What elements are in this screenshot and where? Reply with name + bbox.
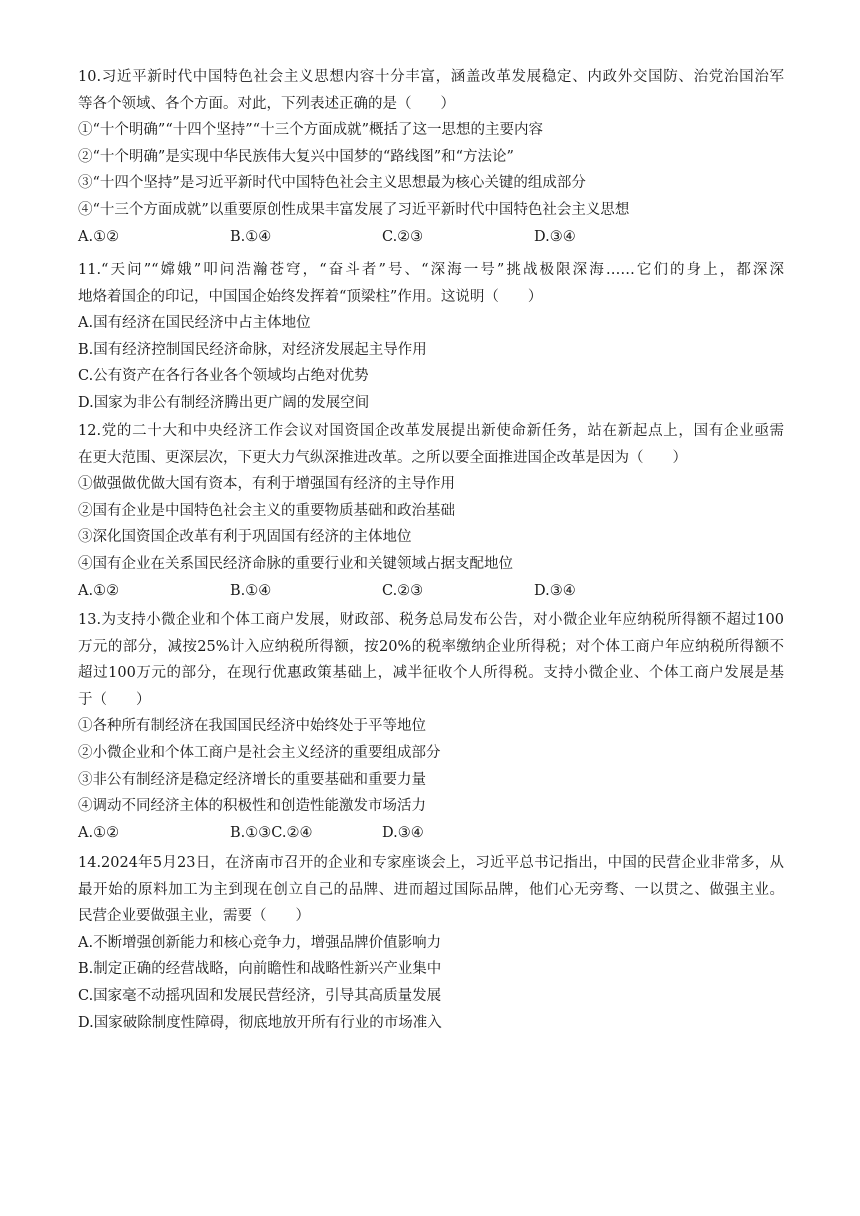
- choice-c: C.公有资产在各行各业各个领域均占绝对优势: [78, 368, 369, 385]
- choice-b: B.制定正确的经营战略，向前瞻性和战略性新兴产业集中: [78, 961, 442, 978]
- option-b: B.①④: [230, 582, 272, 599]
- statement-4: ④调动不同经济主体的积极性和创造性能激发市场活力: [78, 798, 426, 815]
- statement-2: ②国有企业是中国特色社会主义的重要物质基础和政治基础: [78, 502, 455, 519]
- question-stem-line: 在更大范围、更深层次，下更大力气纵深推进改革。之所以要全面推进国企改革是因为（ ）: [78, 449, 687, 466]
- option-c: C.②③: [382, 582, 424, 599]
- option-d: D.③④: [382, 824, 424, 841]
- question-stem-line: 11.“天问”“嫦娥”叩问浩瀚苍穹，“奋斗者”号、“深海一号”挑战极限深海……它们的身上，都深深: [78, 262, 784, 278]
- option-d: D.③④: [534, 582, 576, 599]
- statement-1: ①“十个明确”“十四个坚持”“十三个方面成就”概括了这一思想的主要内容: [78, 122, 543, 139]
- question-stem-line: 民营企业要做强主业，需要（ ）: [78, 908, 310, 925]
- choice-b: B.国有经济控制国民经济命脉，对经济发展起主导作用: [78, 341, 427, 358]
- option-a: A.①②: [78, 824, 120, 841]
- question-stem-line: 12.党的二十大和中央经济工作会议对国资国企改革发展提出新使命新任务，站在新起点上，国有企业亟需: [78, 423, 784, 439]
- statement-1: ①各种所有制经济在我国国民经济中始终处于平等地位: [78, 718, 426, 735]
- statement-3: ③非公有制经济是稳定经济增长的重要基础和重要力量: [78, 771, 426, 788]
- option-b-c: B.①③C.②④: [230, 824, 313, 841]
- statement-2: ②“十个明确”是实现中华民族伟大复兴中国梦的“路线图”和“方法论”: [78, 148, 514, 165]
- question-stem-line: 13.为支持小微企业和个体工商户发展，财政部、税务总局发布公告，对小微企业年应纳税所得额不超过100: [78, 612, 784, 628]
- question-stem-line: 地烙着国企的印记，中国国企始终发挥着“顶梁柱”作用。这说明（ ）: [78, 288, 543, 305]
- statement-4: ④国有企业在关系国民经济命脉的重要行业和关键领域占据支配地位: [78, 555, 513, 572]
- question-stem-line: 等各个领域、各个方面。对此，下列表述正确的是（ ）: [78, 95, 455, 112]
- question-14: [78, 850, 784, 1036]
- question-stem-line: 最开始的原料加工为主到现在创立自己的品牌、进而超过国际品牌，他们心无旁骛、一以贯之、做强主业。: [78, 881, 784, 898]
- question-10: [78, 64, 784, 250]
- option-c: C.②③: [382, 228, 424, 245]
- question-13: [78, 607, 784, 846]
- option-b: B.①④: [230, 228, 272, 245]
- question-stem-line: 14.2024年5月23日，在济南市召开的企业和专家座谈会上，习近平总书记指出，中国的民营企业非常多，从: [78, 855, 784, 871]
- statement-2: ②小微企业和个体工商户是社会主义经济的重要组成部分: [78, 744, 441, 761]
- choice-c: C.国家毫不动摇巩固和发展民营经济，引导其高质量发展: [78, 987, 442, 1004]
- choice-d: D.国家破除制度性障碍，彻底地放开所有行业的市场准入: [78, 1014, 442, 1031]
- question-stem-line: 于（ ）: [78, 691, 151, 708]
- statement-3: ③“十四个坚持”是习近平新时代中国特色社会主义思想最为核心关键的组成部分: [78, 175, 586, 192]
- statement-1: ①做强做优做大国有资本，有利于增强国有经济的主导作用: [78, 476, 455, 493]
- question-stem-line: 万元的部分，减按25%计入应纳税所得额，按20%的税率缴纳企业所得税；对个体工商户年应纳税所得额不: [78, 638, 784, 655]
- question-12: [78, 418, 784, 604]
- choice-a: A.不断增强创新能力和核心竞争力，增强品牌价值影响力: [78, 934, 442, 951]
- statement-3: ③深化国资国企改革有利于巩固国有经济的主体地位: [78, 529, 412, 546]
- answer-options: [78, 224, 784, 251]
- option-a: A.①②: [78, 582, 120, 599]
- question-11: [78, 257, 784, 417]
- question-stem-line: 超过100万元的部分，在现行优惠政策基础上，减半征收个人所得税。支持小微企业、个体工商户发展是基: [78, 665, 784, 682]
- question-stem-line: 10.习近平新时代中国特色社会主义思想内容十分丰富，涵盖改革发展稳定、内政外交国防、治党治国治军: [78, 69, 784, 85]
- statement-4: ④“十三个方面成就”以重要原创性成果丰富发展了习近平新时代中国特色社会主义思想: [78, 201, 630, 218]
- option-a: A.①②: [78, 228, 120, 245]
- answer-options: [78, 820, 784, 847]
- answer-options: [78, 578, 784, 605]
- option-d: D.③④: [534, 228, 576, 245]
- choice-d: D.国家为非公有制经济腾出更广阔的发展空间: [78, 394, 370, 411]
- choice-a: A.国有经济在国民经济中占主体地位: [78, 315, 311, 332]
